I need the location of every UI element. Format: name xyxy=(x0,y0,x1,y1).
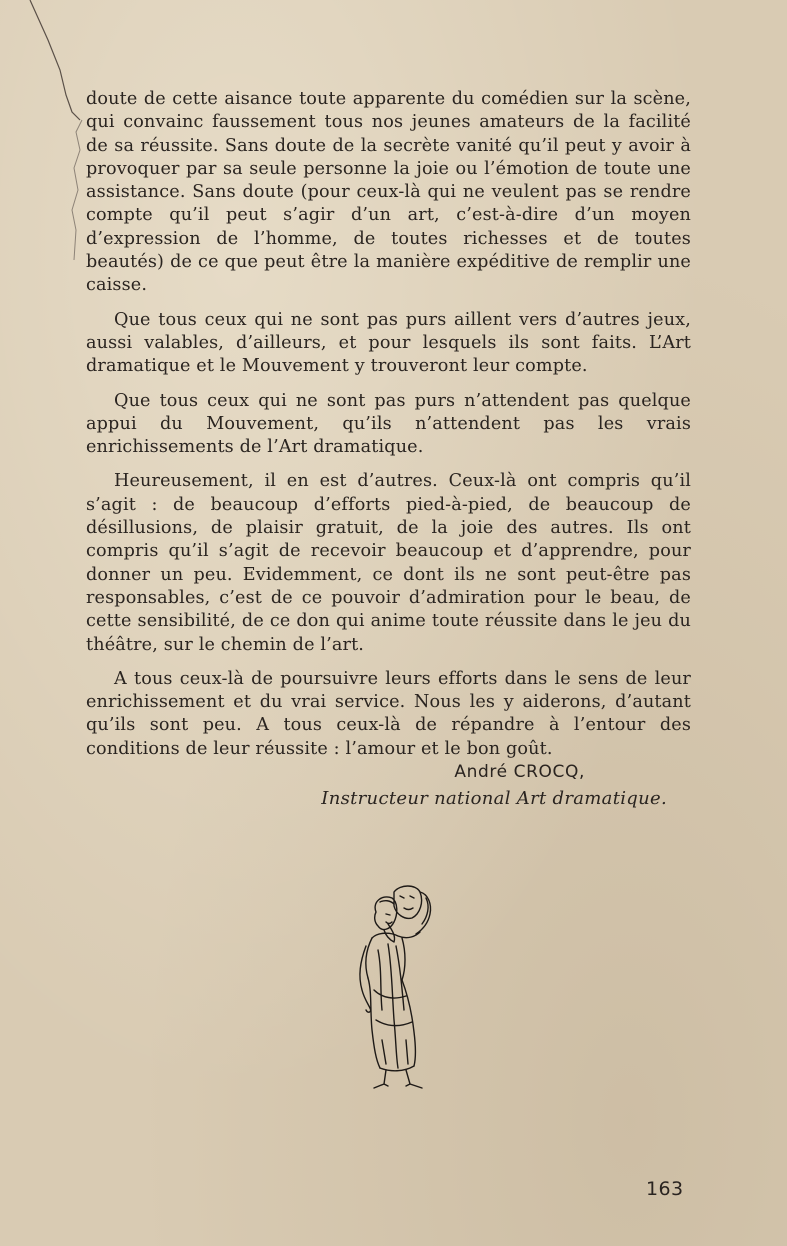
actor-with-mask-icon xyxy=(342,880,452,1095)
signature-block xyxy=(300,758,695,812)
paragraph-2: Que tous ceux qui ne sont pas purs aillent vers d’autres jeux, aussi valables, d’ailleurs, et pour lesquels ils sont faits. L’Art dramatique et le Mouvement y trouveront leur compte. xyxy=(86,309,691,377)
article-body xyxy=(86,88,691,772)
paragraph-3: Que tous ceux qui ne sont pas purs n’attendent pas quelque appui du Mouvement, qu’ils n’attendent pas les vrais enrichissements de l’Art dramatique. xyxy=(86,390,691,458)
author-title: Instructeur national Art dramatique. xyxy=(321,788,667,809)
paragraph-5: A tous ceux-là de poursuivre leurs efforts dans le sens de leur enrichissement et du vrai service. Nous les y aiderons, d’autant qu’ils sont peu. A tous ceux-là de répandre à l’entour des conditions de leur réussite : l’amour et le bon goût. xyxy=(86,668,691,759)
author-name: André CROCQ, xyxy=(454,762,585,782)
paragraph-1: doute de cette aisance toute apparente du comédien sur la scène, qui convainc faussement tous nos jeunes amateurs de la facilité de sa réussite. Sans doute de la secrète vanité qu’il peut y avoir à provoquer par sa seule personne la joie ou l’émotion de toute une assistance. Sans doute (pour ceux-là qui ne veulent pas se rendre compte qu’il peut s’agir d’un art, c’est-à-dire d’un moyen d’expression de l’homme, de toutes richesses et de toutes beautés) de ce que peut être la manière expéditive de remplir une caisse. xyxy=(86,89,691,296)
page-number: 163 xyxy=(646,1178,684,1200)
paragraph-4: Heureusement, il en est d’autres. Ceux-là ont compris qu’il s’agit : de beaucoup d’efforts pied-à-pied, de beaucoup de désillusions, de plaisir gratuit, de la joie des autres. Ils ont compris qu’il s’agit de recevoir beaucoup et d’apprendre, pour donner un peu. Evidemment, ce dont ils ne sont peut-être pas responsables, c’est de ce pouvoir d’admiration pour le beau, de cette sensibilité, de ce don qui anime toute réussite dans le jeu du théâtre, sur le chemin de l’art. xyxy=(86,471,691,655)
